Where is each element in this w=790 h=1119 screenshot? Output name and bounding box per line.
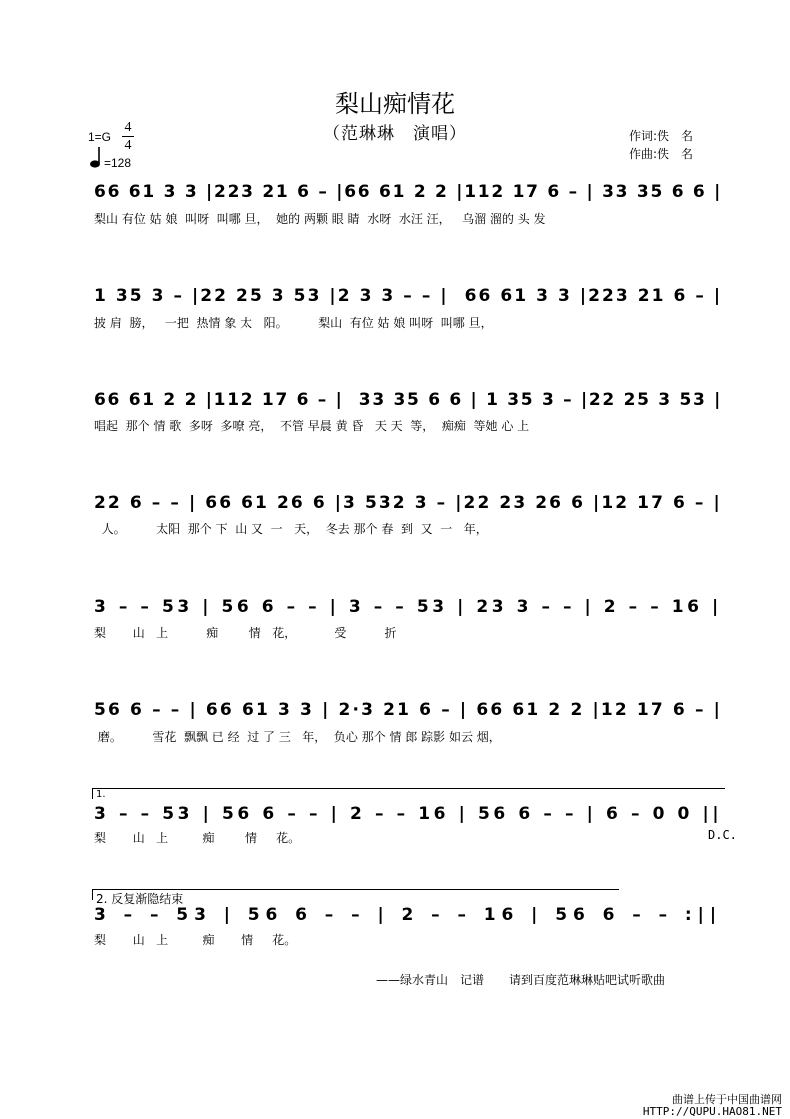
staff-notes-row: 3 – – 53 | 56 6 – – | 3 – – 53 | 23 3 – – | 2 – – 16 | [94,597,722,617]
time-signature-top: 4 [124,120,132,135]
staff-lyrics-row: 梨 山 上 痴 情 花。 [94,933,297,947]
staff-notes-row: 1 35 3 – |22 25 3 53 |2 3 3 – – | 66 61 3 3 |223 21 6 – | [94,286,723,306]
staff-notes-row: 56 6 – – | 66 61 3 3 | 2·3 21 6 – | 66 61 2 2 |12 17 6 – | [94,700,723,720]
staff-lyrics-row: 梨山 有位 姑 娘 叫呀 叫哪 旦， 她的 两颗 眼 睛 水呀 水汪 汪， 乌溜 溜的 头 发 [94,212,546,226]
staff-notes-row: 66 61 2 2 |112 17 6 – | 33 35 6 6 | 1 35 3 – |22 25 3 53 | [94,390,723,410]
tempo-marking: =128 [104,156,132,170]
da-capo-marking: D.C. [708,828,737,842]
staff-notes-row: 3 – – 53 | 56 6 – – | 2 – – 16 | 56 6 – – | 6 – 0 0 || [94,804,723,824]
staff-notes-row: 66 61 3 3 |223 21 6 – |66 61 2 2 |112 17 6 – | 33 35 6 6 | [94,182,723,202]
listen-note: 请到百度范琳琳贴吧试听歌曲 [509,973,666,987]
staff-lyrics-row: 梨 山 上 痴 情 花， 受 折 [94,626,397,640]
key-signature: 1=G [88,130,112,144]
song-title: 梨山痴情花 [335,90,455,118]
footer-site-name: 曲谱上传于中国曲谱网 [672,1093,782,1106]
transcriber-credit: ——绿水青山 记谱 [376,973,485,987]
composer-credit: 作曲:佚 名 [629,147,694,161]
staff-lyrics-row: 梨 山 上 痴 情 花。 [94,831,301,845]
staff-notes-row: 22 6 – – | 66 61 26 6 |3 532 3 – |22 23 26 6 |12 17 6 – | [94,493,722,513]
lyricist-credit: 作词:佚 名 [629,129,694,143]
staff-notes-row: 3 – – 53 | 56 6 – – | 2 – – 16 | 56 6 – – :|| [94,905,722,925]
staff-lyrics-row: 唱起 那个 情 歌 多呀 多嘹 亮， 不管 早晨 黄 昏 天 天 等， 痴痴 等她 心 上 [94,419,530,433]
quarter-note-icon [89,145,105,169]
volta-label: 1. [96,789,106,800]
performer-subtitle: （范琳琳 演唱） [323,124,467,144]
volta-label: 2. 反复渐隐结束 [96,892,184,906]
staff-lyrics-row: 披 肩 膀， 一把 热情 象 太 阳。 梨山 有位 姑 娘 叫呀 叫哪 旦， [94,316,493,330]
staff-lyrics-row: 人。 太阳 那个 下 山 又 一 天， 冬去 那个 春 到 又 一 年， [94,522,488,536]
footer-site-url: HTTP://QUPU.HAO81.NET [642,1105,782,1118]
volta-bracket [92,788,725,799]
time-signature-bottom: 4 [124,138,132,153]
time-signature-line [122,136,134,137]
staff-lyrics-row: 磨。 雪花 飘飘 已 经 过 了 三 年， 负心 那个 情 郎 踪影 如云 烟， [94,730,501,744]
